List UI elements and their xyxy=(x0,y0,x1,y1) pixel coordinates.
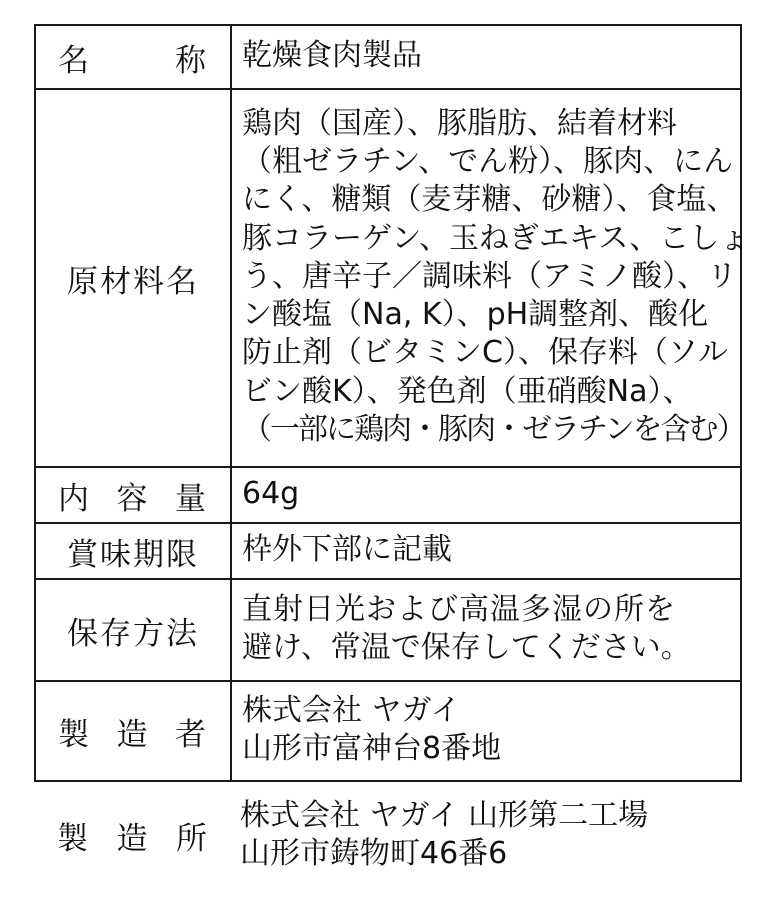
row-content-key xyxy=(35,467,231,523)
ingredients-line: 豚コラーゲン、玉ねぎエキス、こしょ xyxy=(242,220,750,256)
ingredients-line: 防止剤（ビタミンC）、保存料（ソル xyxy=(242,335,728,371)
ingredients-line: ン酸塩（Na, K）、pH調整剤、酸化 xyxy=(242,297,709,333)
row-content-line: 64g xyxy=(242,475,300,511)
row-ingredients-key xyxy=(35,89,231,467)
row-storage-key-text: 保存方法 xyxy=(67,615,199,652)
ingredients-line: （粗ゼラチン、でん粉）、豚肉、にん xyxy=(242,143,734,179)
row-storage-value xyxy=(231,579,741,681)
ingredients-line: （一部に鶏肉・豚肉・ゼラチンを含む） xyxy=(242,412,745,448)
ingredients-line: ビン酸K）、発色剤（亜硝酸Na）、 xyxy=(242,373,693,409)
manufacturer-line: 株式会社 ヤガイ xyxy=(242,692,461,728)
ingredients-line: にく、糖類（麦芽糖、砂糖）、食塩、 xyxy=(242,182,737,218)
row-expiry-line: 枠外下部に記載 xyxy=(242,531,452,567)
row-name-key-text: 名 称 xyxy=(58,42,208,79)
row-name xyxy=(35,25,741,89)
factory-line: 株式会社 ヤガイ 山形第二工場 xyxy=(240,798,649,833)
ingredients-line: う、唐辛子／調味料（アミノ酸）、リ xyxy=(242,258,737,294)
storage-line: 直射日光および高温多湿の所を xyxy=(242,591,676,627)
row-manufacturer-key xyxy=(35,681,231,781)
row-manufacturer xyxy=(35,681,741,781)
row-content-value xyxy=(231,467,741,523)
factory-line: 山形市鋳物町46番6 xyxy=(240,836,508,871)
row-name-line: 乾燥食肉製品 xyxy=(242,37,422,73)
row-expiry-key-text: 賞味期限 xyxy=(67,536,199,573)
factory-block xyxy=(34,790,742,880)
row-storage-key xyxy=(35,579,231,681)
row-ingredients xyxy=(35,89,741,467)
row-expiry xyxy=(35,523,741,579)
row-expiry-value xyxy=(231,523,741,579)
row-name-key xyxy=(35,25,231,89)
ingredients-line: 鶏肉（国産）、豚脂肪、結着材料 xyxy=(242,105,677,141)
row-storage xyxy=(35,579,741,681)
row-ingredients-value xyxy=(231,89,750,467)
food-label-table xyxy=(34,24,750,782)
storage-line: 避け、常温で保存してください。 xyxy=(242,630,691,665)
manufacturer-line: 山形市富神台8番地 xyxy=(242,731,502,766)
row-content xyxy=(35,467,741,523)
factory-value xyxy=(230,797,648,873)
row-content-key-text: 内容量 xyxy=(58,480,208,517)
row-ingredients-key-text: 原材料名 xyxy=(67,263,199,300)
factory-key-text: 製造所 xyxy=(57,820,207,857)
row-expiry-key xyxy=(35,523,231,579)
row-manufacturer-value xyxy=(231,681,741,781)
row-name-value xyxy=(231,25,741,89)
row-manufacturer-key-text: 製造者 xyxy=(58,716,208,753)
factory-key xyxy=(34,813,230,858)
